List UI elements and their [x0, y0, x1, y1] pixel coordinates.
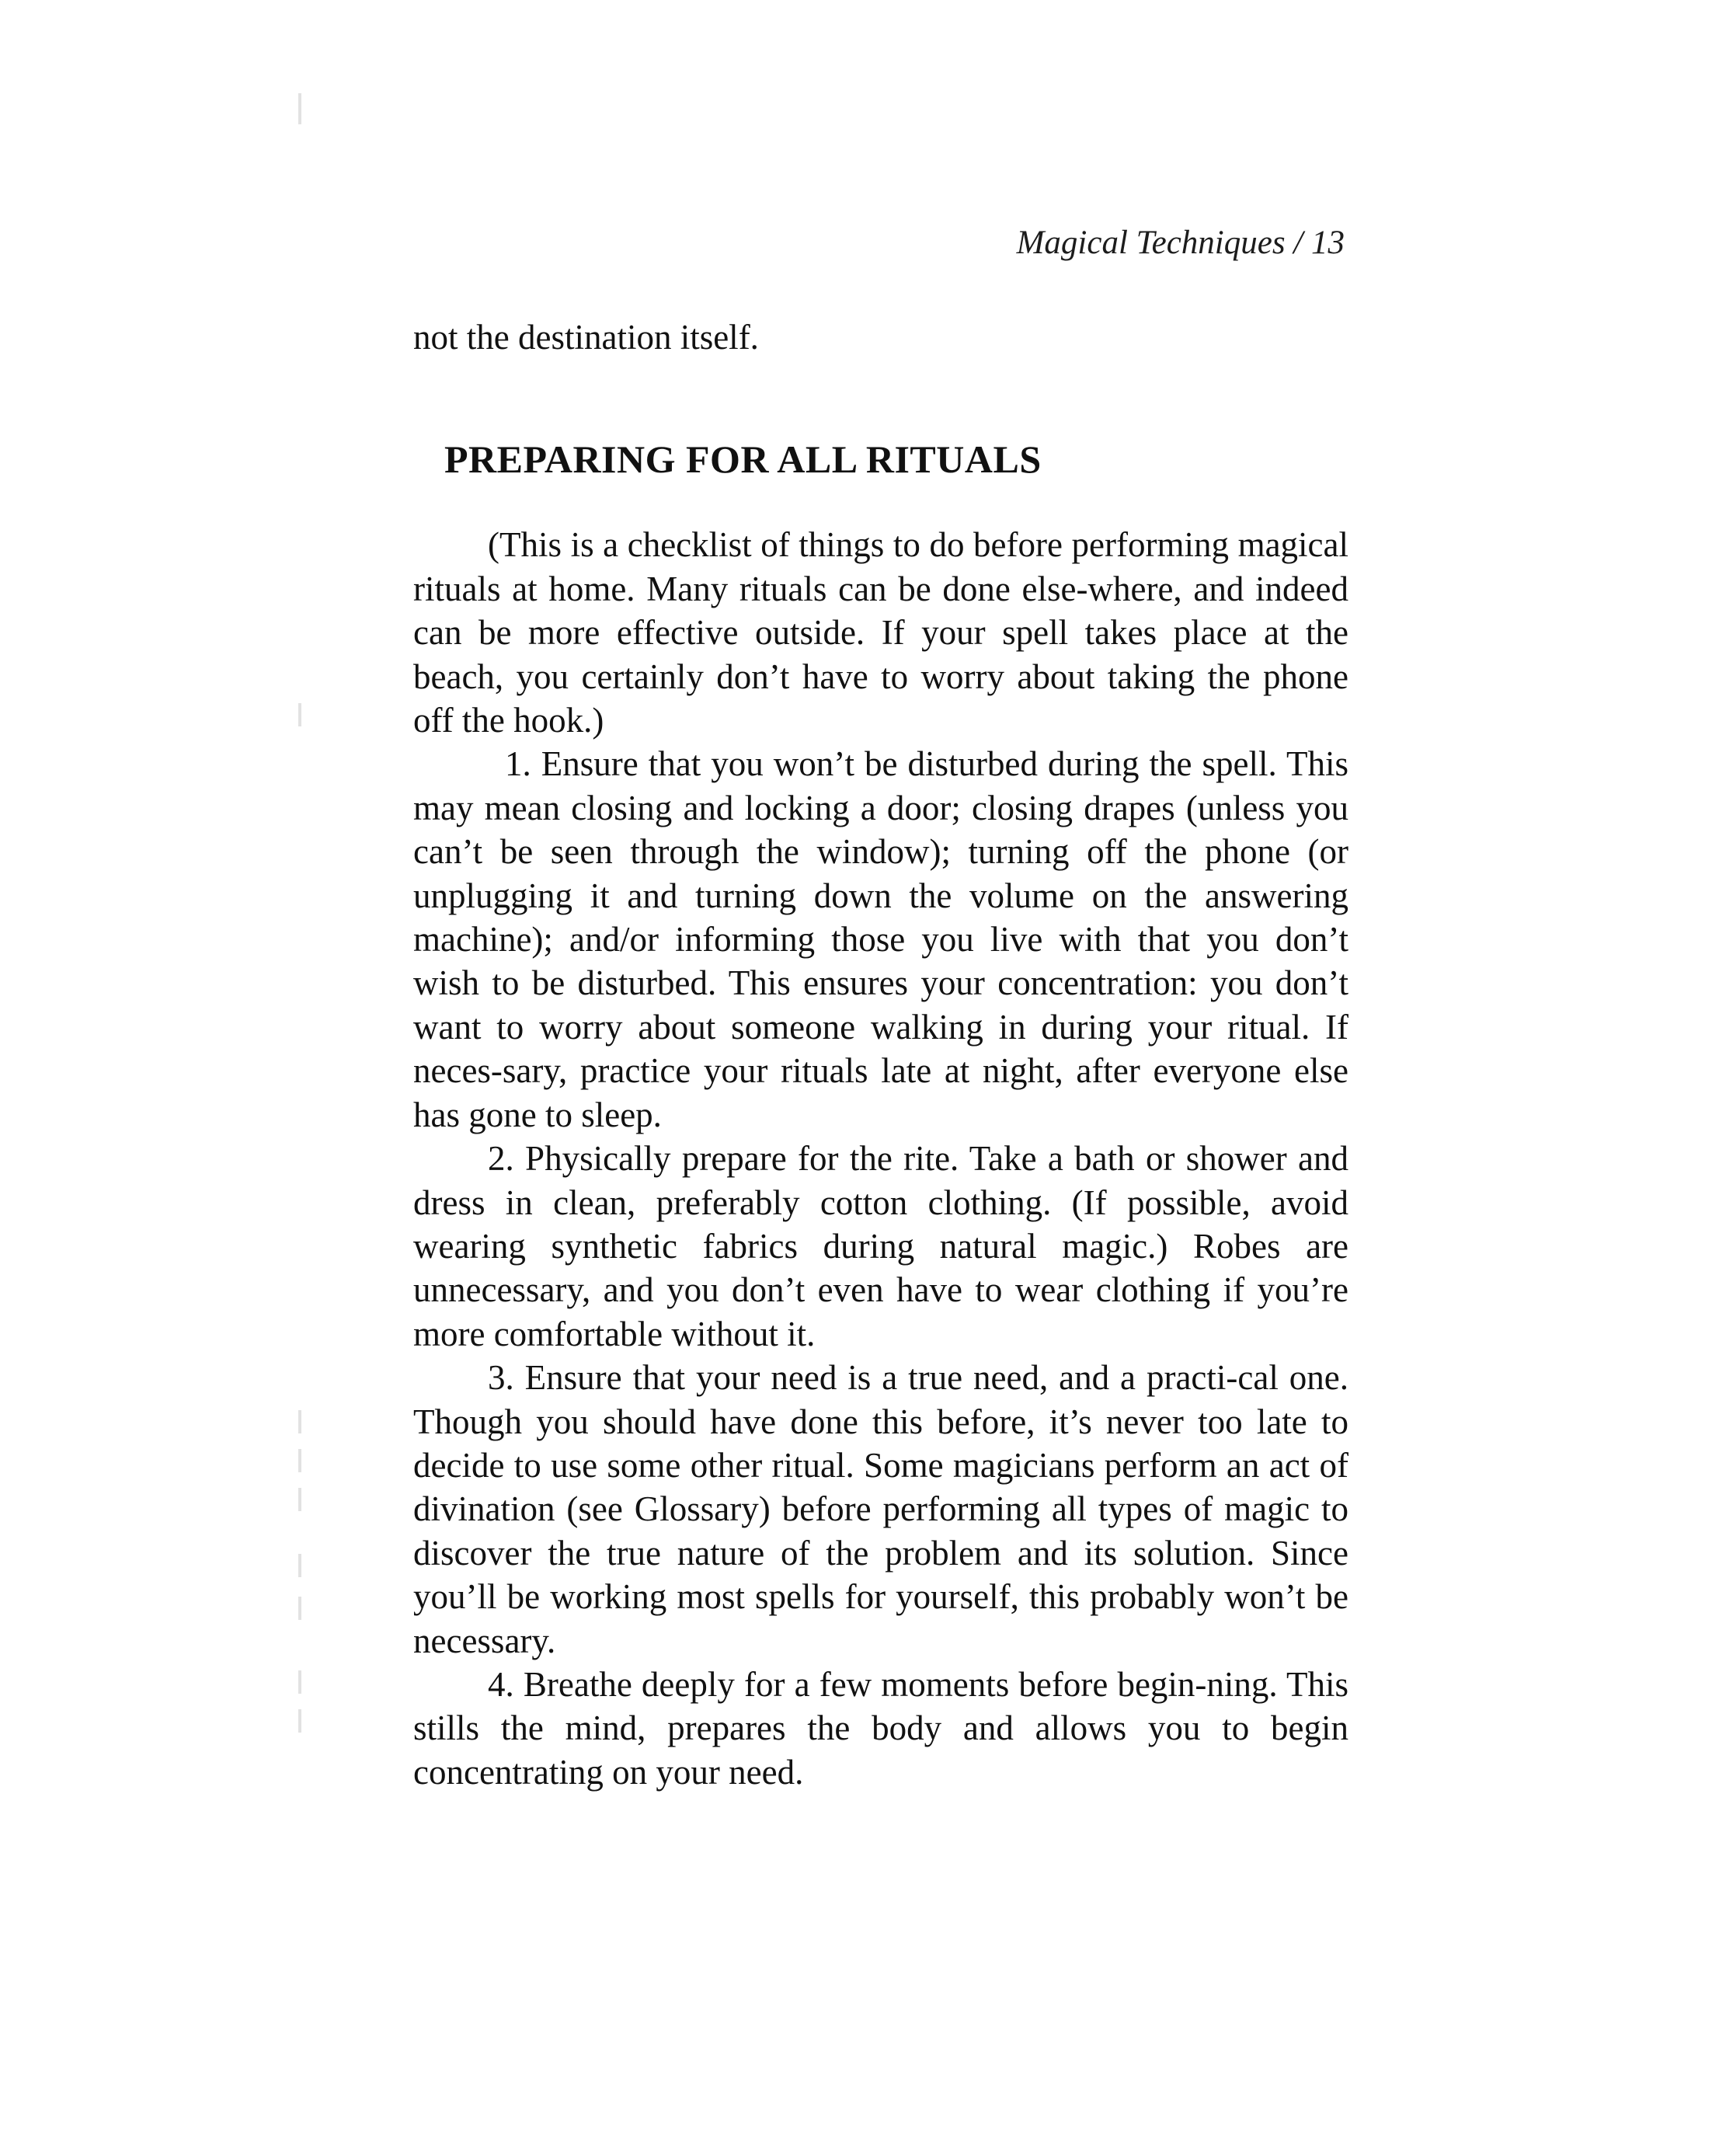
intro-paragraph: (This is a checklist of things to do before performing magical rituals at home. Many rituals can be done else-where, and indeed can be more effective outside. If your spell takes place at the beach, you certainly don’t have to worry about taking the phone off the hook.): [413, 525, 1348, 740]
scan-artifact-mark: [298, 1488, 301, 1511]
running-head: Magical Techniques / 13: [1016, 225, 1345, 261]
scan-artifact-mark: [298, 1554, 301, 1577]
checklist-item-1: 1. Ensure that you won’t be disturbed during the spell. This may mean closing and locking a door; closing drapes (unless you can’t be seen through the window); turning off the phone (or unplugging it and turning down the volume on the answering machine); and/or informing those you live with that you don’t wish to be disturbed. This ensures your concentration: you don’t want to worry about someone walking in during your ritual. If neces-sary, practice your rituals late at night, after everyone else has gone to sleep.: [413, 744, 1348, 1134]
checklist-item-4: 4. Breathe deeply for a few moments before begin-ning. This stills the mind, prepares the body and allows you to begin concentrating on your need.: [413, 1664, 1348, 1792]
body-text: [413, 315, 1348, 1794]
scan-artifact-mark: [298, 1709, 301, 1733]
scan-artifact-mark: [298, 1670, 301, 1694]
scan-artifact-mark: [298, 1597, 301, 1620]
scan-artifact-mark: [298, 1410, 301, 1433]
scan-artifact-mark: [298, 703, 301, 726]
checklist-item-2: 2. Physically prepare for the rite. Take a bath or shower and dress in clean, preferably cotton clothing. (If possible, avoid wearing synthetic fabrics during natural magic.) Robes are unnecessary, and you don’t even have to wear clothing if you’re more comfortable without it.: [413, 1139, 1348, 1353]
scan-artifact-mark: [298, 1449, 301, 1472]
checklist-item-3: 3. Ensure that your need is a true need, and a practi-cal one. Though you should have done this before, it’s never too late to decide to use some other ritual. Some magicians perform an act of divination (see Glossary) before performing all types of magic to discover the true nature of the problem and its solution. Since you’ll be working most spells for yourself, this probably won’t be necessary.: [413, 1358, 1348, 1660]
continuation-line: not the destination itself.: [413, 318, 759, 357]
section-heading: PREPARING FOR ALL RITUALS: [444, 437, 1042, 482]
scan-artifact-mark: [298, 93, 301, 124]
